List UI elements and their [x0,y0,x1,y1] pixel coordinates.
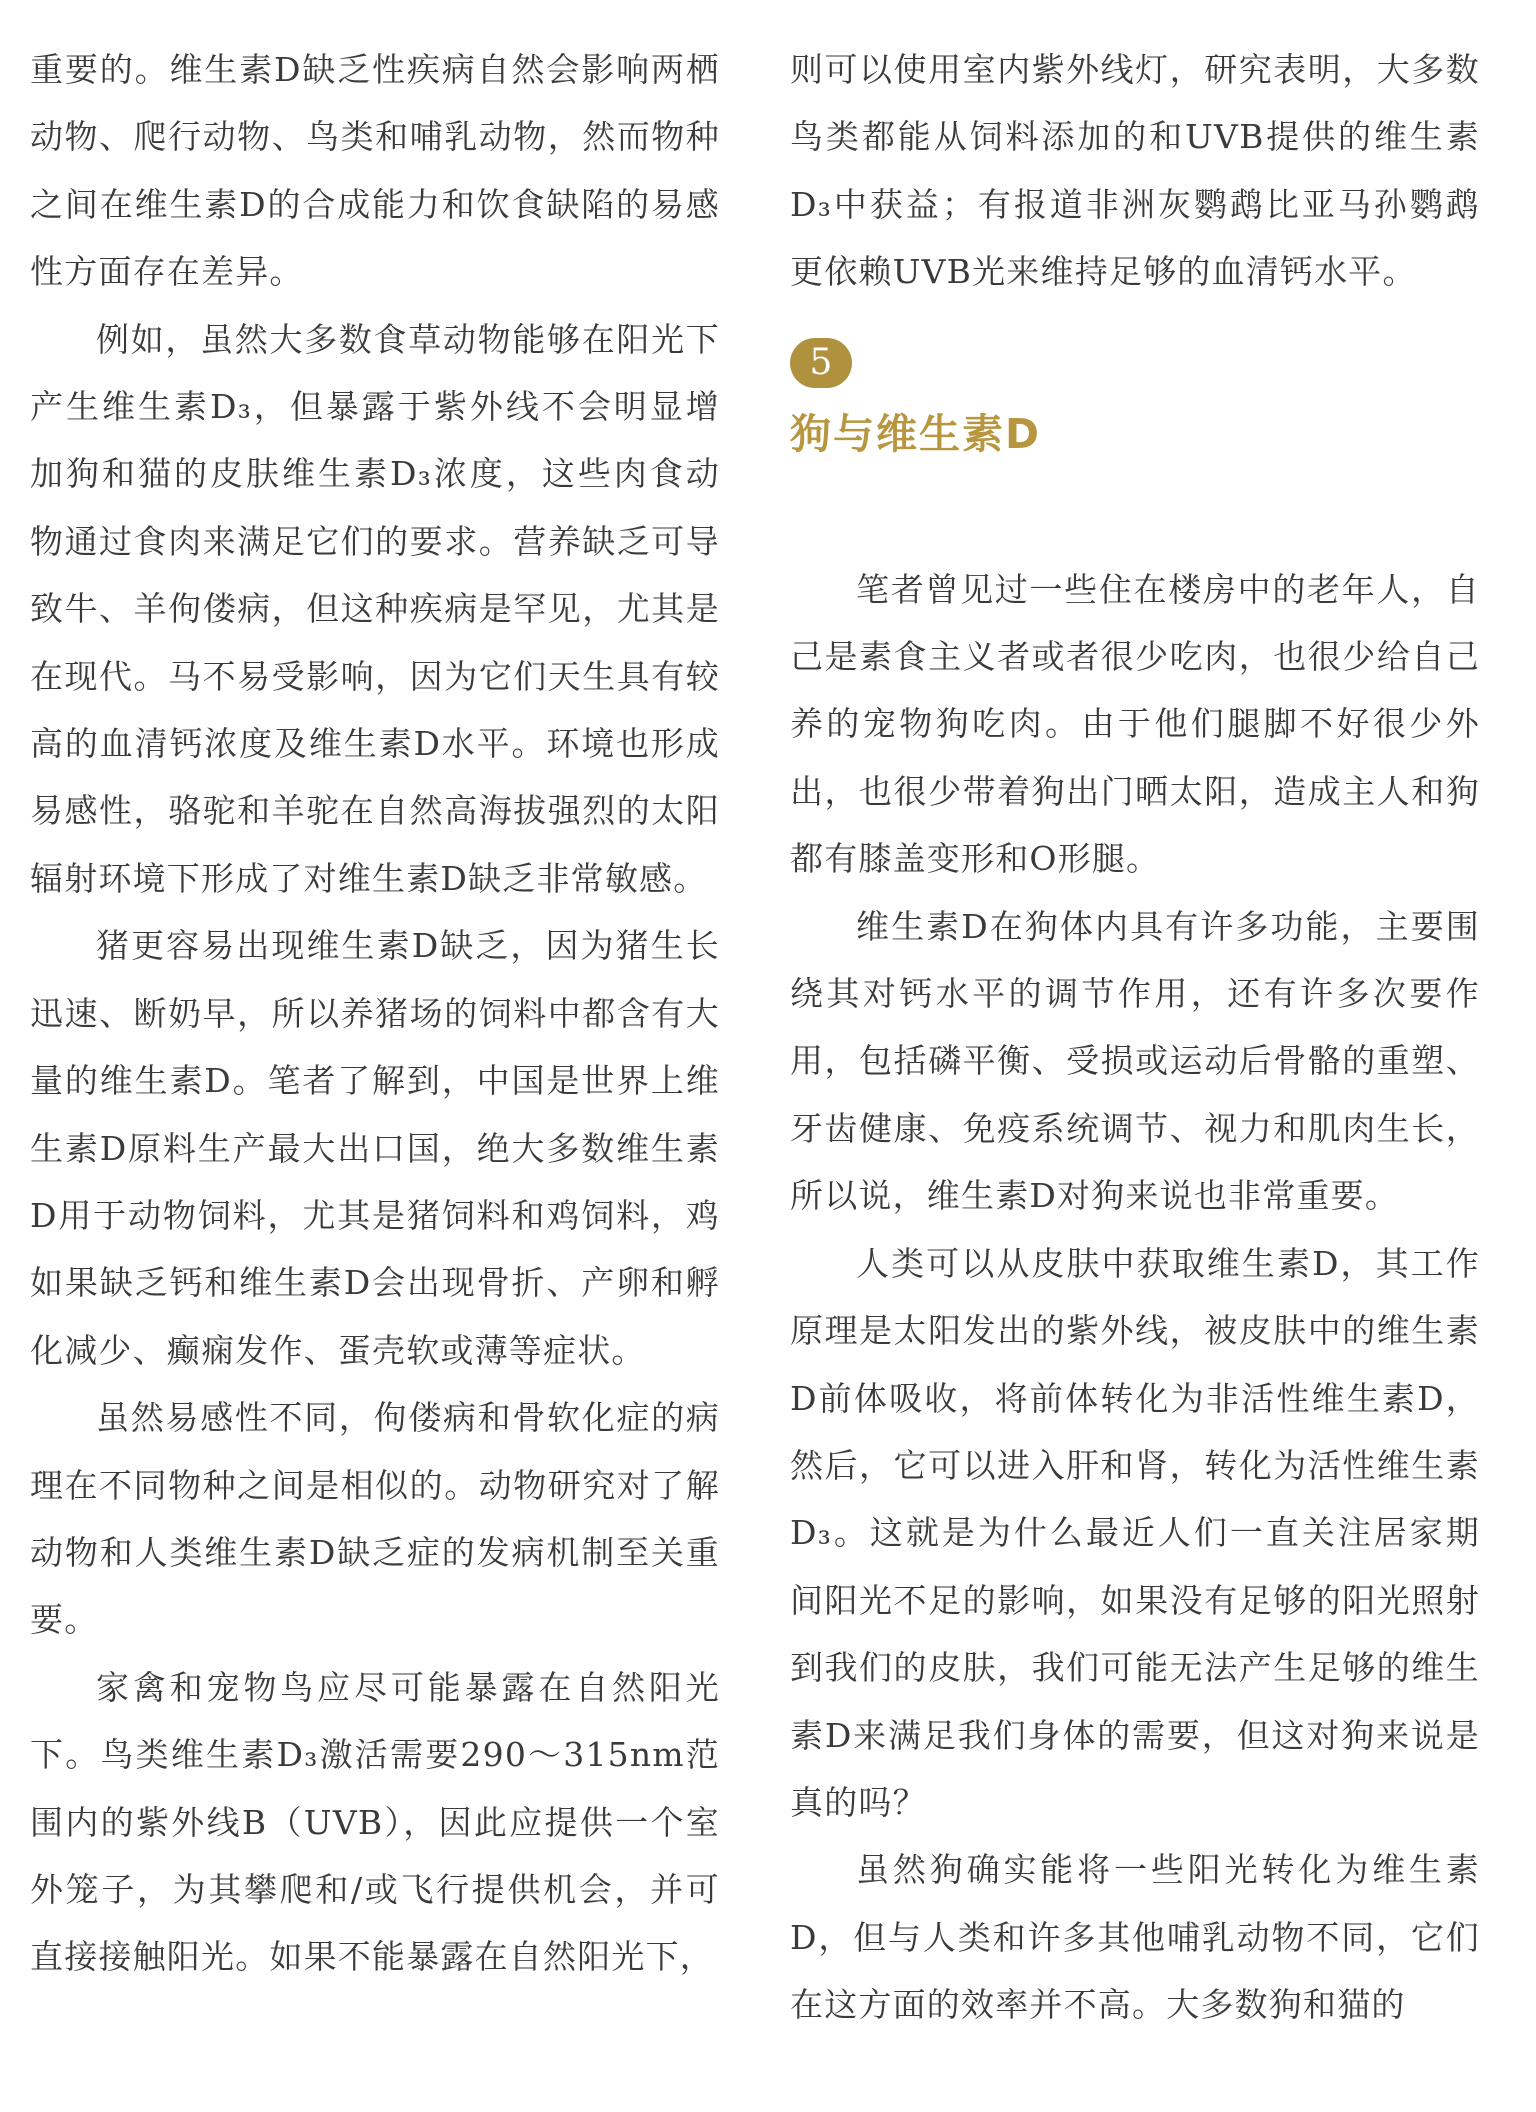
section-title: 狗与维生素D [790,409,1042,458]
body-paragraph: 人类可以从皮肤中获取维生素D，其工作原理是太阳发出的紫外线，被皮肤中的维生素D前体吸收，将前体转化为非活性维生素D，然后，它可以进入肝和肾，转化为活性维生素D₃。这就是为什么最近人们一直关注居家期间阳光不足的影响，如果没有足够的阳光照射到我们的皮肤，我们可能无法产生足够的维生素D来满足我们身体的需要，但这对狗来说是真的吗？ [790,1243,1480,1822]
section-number-badge: 5 [790,338,852,388]
continuation-paragraph: 则可以使用室内紫外线灯，研究表明，大多数鸟类都能从饲料添加的和UVB提供的维生素D₃中获益；有报道非洲灰鹦鹉比亚马孙鹦鹉更依赖UVB光来维持足够的血清钙水平。 [790,50,1480,292]
section-heading [790,338,1480,556]
body-paragraph: 猪更容易出现维生素D缺乏，因为猪生长迅速、断奶早，所以养猪场的饲料中都含有大量的维生素D。笔者了解到，中国是世界上维生素D原料生产最大出口国，绝大多数维生素D用于动物饲料，尤其是猪饲料和鸡饲料，鸡如果缺乏钙和维生素D会出现骨折、产卵和孵化减少、癫痫发作、蛋壳软或薄等症状。 [30,926,720,1370]
left-column [30,36,720,1991]
body-paragraph: 维生素D在狗体内具有许多功能，主要围绕其对钙水平的调节作用，还有许多次要作用，包括磷平衡、受损或运动后骨骼的重塑、牙齿健康、免疫系统调节、视力和肌肉生长，所以说，维生素D对狗来说也非常重要。 [790,906,1480,1216]
body-paragraph: 笔者曾见过一些住在楼房中的老年人，自己是素食主义者或者很少吃肉，也很少给自己养的宠物狗吃肉。由于他们腿脚不好很少外出，也很少带着狗出门晒太阳，造成主人和狗都有膝盖变形和O形腿。 [790,569,1480,879]
body-paragraph: 例如，虽然大多数食草动物能够在阳光下产生维生素D₃，但暴露于紫外线不会明显增加狗和猫的皮肤维生素D₃浓度，这些肉食动物通过食肉来满足它们的要求。营养缺乏可导致牛、羊佝偻病，但这种疾病是罕见，尤其是在现代。马不易受影响，因为它们天生具有较高的血清钙浓度及维生素D水平。环境也形成易感性，骆驼和羊驼在自然高海拔强烈的太阳辐射环境下形成了对维生素D缺乏非常敏感。 [30,319,720,898]
right-column [790,36,1480,2039]
body-paragraph: 虽然易感性不同，佝偻病和骨软化症的病理在不同物种之间是相似的。动物研究对了解动物和人类维生素D缺乏症的发病机制至关重要。 [30,1398,720,1640]
body-paragraph: 重要的。维生素D缺乏性疾病自然会影响两栖动物、爬行动物、鸟类和哺乳动物，然而物种之间在维生素D的合成能力和饮食缺陷的易感性方面存在差异。 [30,50,720,292]
body-paragraph: 家禽和宠物鸟应尽可能暴露在自然阳光下。鸟类维生素D₃激活需要290～315nm范围内的紫外线B（UVB），因此应提供一个室外笼子，为其攀爬和/或飞行提供机会，并可直接接触阳光。如果不能暴露在自然阳光下， [30,1667,720,1977]
body-paragraph: 虽然狗确实能将一些阳光转化为维生素D，但与人类和许多其他哺乳动物不同，它们在这方面的效率并不高。大多数狗和猫的 [790,1850,1480,2025]
